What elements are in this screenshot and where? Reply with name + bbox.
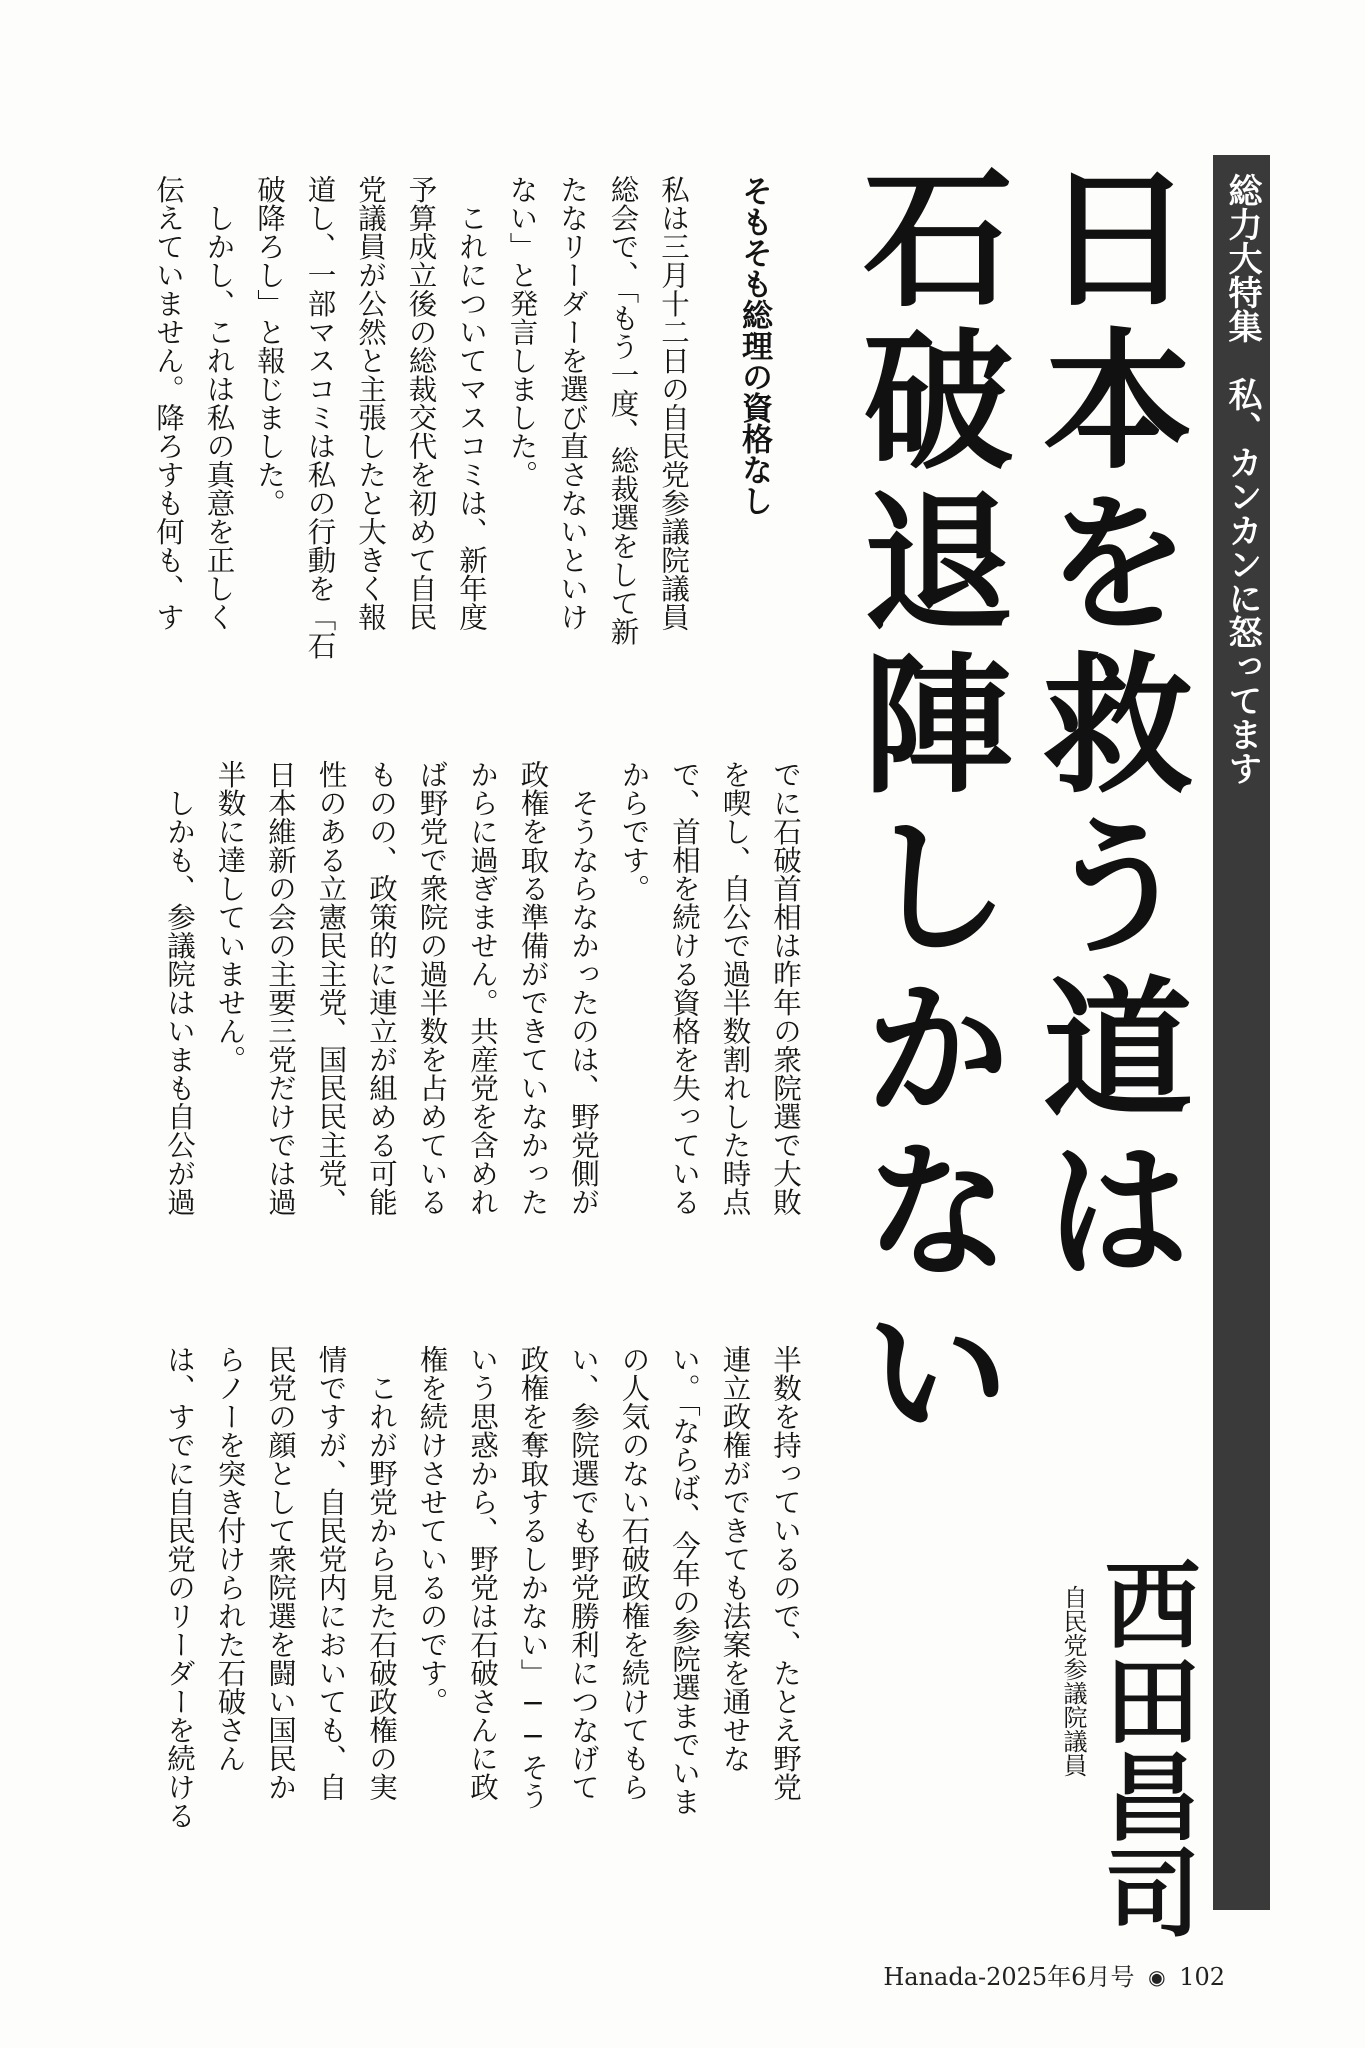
author-role: 自民党参議院議員 [1059,1585,1087,1777]
bullet-icon: ◉ [1148,1964,1166,1989]
page-footer [883,1955,1225,1995]
author-name: 西田昌司 [1089,1555,1202,1939]
body-text-block-middle: でに石破首相は昨年の衆院選で大敗 を喫し、自公で過半数割れした時点 で、首相を続ける資格を失っている からです。 そうならなかったのは、野党側が 政権を取る準備ができていなかった からに過ぎません。共産党を含めれ ば野党で衆院の過半数を占めている ものの、政策的に連立が組める可能 性のある立憲民主党、国民民主党、 日本維新の会の主要三党だけでは過 半数に達していません。 しかも、参議院はいまも自公が過 [163,760,802,1216]
magazine-issue: Hanada-2025年6月号 [883,1962,1135,1991]
section-subheading: そもそも総理の資格なし [736,175,772,516]
body-text-block-top: 私は三月十二日の自民党参議院議員 総会で、「もう一度、総裁選をして新 たなリーダーを選び直さないといけ ない」と発言しました。 これについてマスコミは、新年度 予算成立後の総裁交代を初めて自民 党議員が公然と主張したと大きく報 道し、一部マスコミは私の行動を「石 破降ろし」と報じました。 しかし、これは私の真意を正しく 伝えていません。降ろすも何も、す [152,175,690,660]
kicker-band [1213,155,1270,1910]
kicker-text: 総力大特集 私、カンカンに怒ってます [1222,173,1262,785]
page-number: 102 [1179,1962,1225,1991]
body-text-block-bottom: 半数を持っているので、たとえ野党 連立政権ができても法案を通せな い。「ならば、今年の参院選までいま の人気のない石破政権を続けてもら い、参院選でも野党勝利につなげて 政権を奪取するしかない」──そう いう思惑から、野党は石破さんに政 権を続けさせているのです。 これが野党から見た石破政権の実 情ですが、自民党内においても、自 民党の顔として衆院選を闘い国民か らノーを突き付けられた石破さん は、すでに自民党のリーダーを続ける [163,1345,802,1830]
article-title: 日本を救う道は 石破退陣しかない [837,160,1193,1456]
